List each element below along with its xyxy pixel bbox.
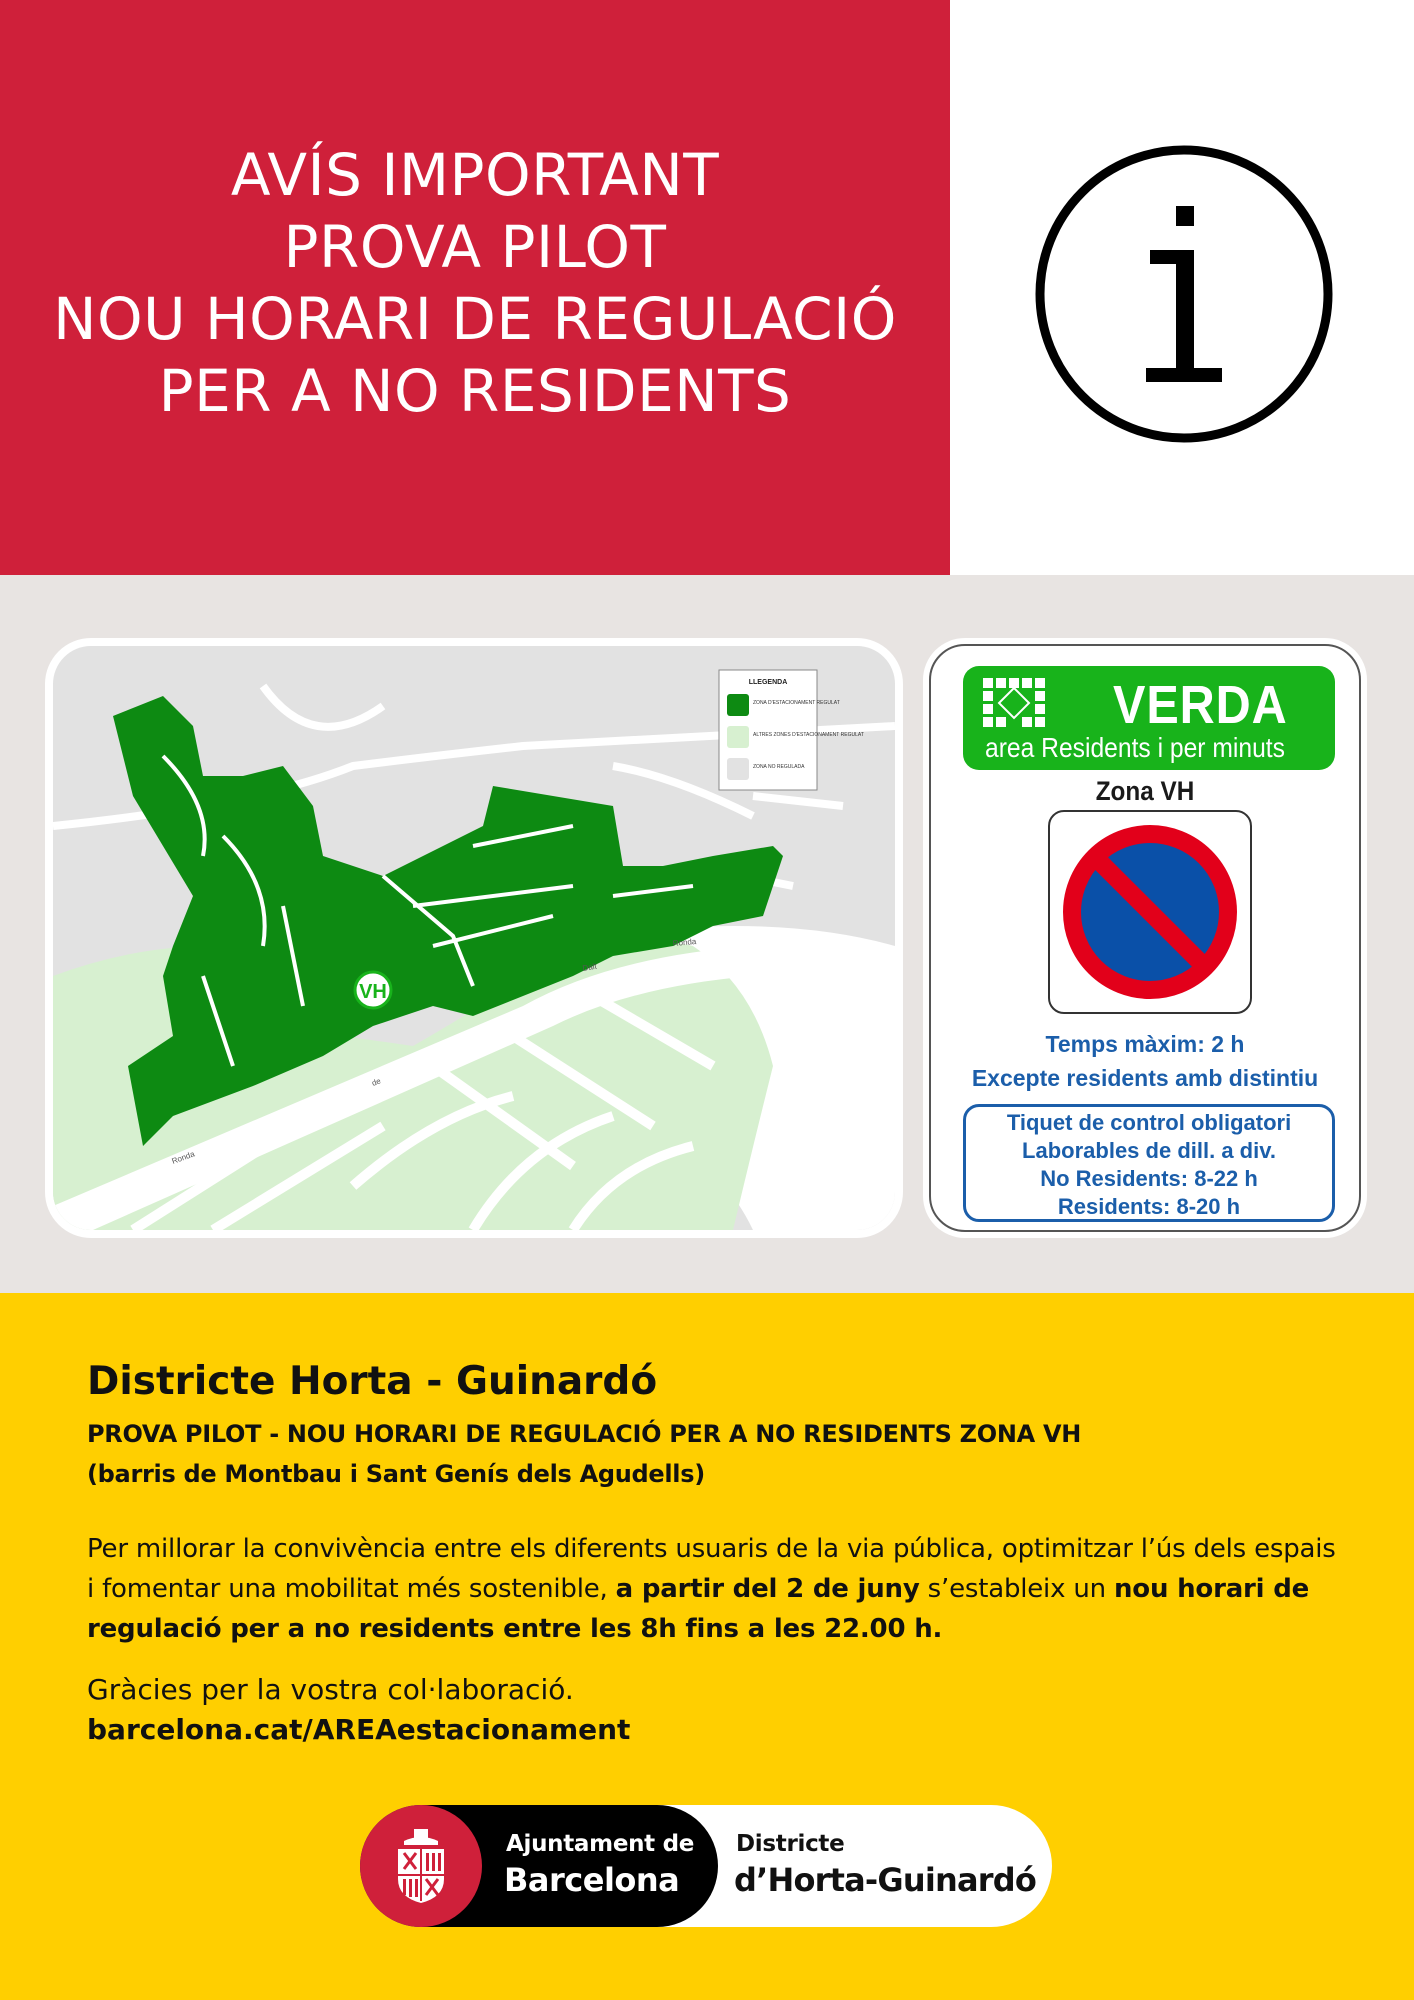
- map-street-label: Dalt: [581, 961, 598, 973]
- area-verda-logo-icon: [983, 678, 1047, 734]
- title-line-1: AVÍS IMPORTANT: [230, 140, 720, 209]
- logo-horta-guinardo-text: d’Horta-Guinardó: [734, 1861, 1037, 1899]
- thanks-text: Gràcies per la vostra col·laboració.: [87, 1673, 574, 1706]
- legend-item-regulated: ZONA D'ESTACIONAMENT REGULAT: [753, 700, 840, 706]
- header-section: [0, 0, 1414, 575]
- no-parking-sign-box: [1048, 810, 1252, 1014]
- announcement-paragraph: [87, 1529, 1347, 1649]
- legend-item-unregulated: ZONA NO REGULADA: [753, 764, 805, 770]
- neighbourhoods-subtitle: (barris de Montbau i Sant Genís dels Agudells): [87, 1460, 705, 1488]
- zone-map-graphic: [53, 646, 895, 1230]
- ticket-line-4: Residents: 8-20 h: [1057, 1194, 1241, 1219]
- zone-map: [53, 646, 895, 1230]
- map-and-sign-section: [0, 575, 1414, 1293]
- notice-title-box: [0, 0, 950, 575]
- barcelona-crest-icon: [360, 1805, 482, 1927]
- verda-title: VERDA: [1113, 675, 1288, 735]
- parking-sign: [929, 644, 1361, 1232]
- info-link[interactable]: barcelona.cat/AREAestacionament: [87, 1713, 631, 1746]
- zone-map-card: [45, 638, 903, 1238]
- no-parking-sign-icon: [1062, 824, 1238, 1000]
- ticket-info-box: [963, 1104, 1335, 1222]
- pilot-subtitle: PROVA PILOT - NOU HORARI DE REGULACIÓ PER A NO RESIDENTS ZONA VH: [87, 1420, 1082, 1448]
- ticket-line-1: Tiquet de control obligatori: [1006, 1110, 1292, 1135]
- verda-subtitle-text: Residents i per minuts: [1041, 732, 1285, 763]
- ticket-line-3: No Residents: 8-22 h: [1040, 1166, 1258, 1191]
- parking-sign-card: [923, 638, 1367, 1238]
- logo-ajuntament-text: Ajuntament de: [506, 1831, 695, 1857]
- max-time-text: Temps màxim: 2 h: [1045, 1031, 1245, 1057]
- title-line-3: NOU HORARI DE REGULACIÓ: [53, 284, 897, 353]
- logo-barcelona-text: Barcelona: [504, 1861, 680, 1899]
- map-street-label: Ronda: [170, 1149, 196, 1166]
- logo-districte-text: Districte: [736, 1831, 845, 1857]
- legend-item-other-zones: ALTRES ZONES D'ESTACIONAMENT REGULAT: [753, 732, 864, 738]
- district-title: Districte Horta - Guinardó: [87, 1359, 658, 1404]
- district-logo: [360, 1805, 1052, 1927]
- info-section: [0, 1293, 1414, 2000]
- legend-title: LLEGENDA: [748, 679, 788, 686]
- map-zone-label: VH: [359, 981, 387, 1003]
- para-text-1: Per millorar la convivència entre els diferents usuaris de la via pública, optimitzar l’ús dels espais i fomentar una mobilitat més sostenible,: [87, 1534, 1336, 1604]
- area-word: area: [985, 732, 1035, 763]
- para-text-2: s’estableix un: [919, 1574, 1114, 1604]
- crest-badge: [360, 1805, 482, 1927]
- zone-label: Zona VH: [1095, 776, 1195, 806]
- para-date: a partir del 2 de juny: [615, 1574, 920, 1604]
- verda-header: [963, 666, 1335, 770]
- info-circle-icon: [1034, 144, 1334, 444]
- map-street-label: Ronda: [672, 936, 697, 948]
- exception-text: Excepte residents amb distintiu: [971, 1065, 1319, 1091]
- para-schedule: nou horari de regulació per a no residents entre les 8h fins a les 22.00 h.: [87, 1574, 1310, 1644]
- title-line-2: PROVA PILOT: [283, 212, 667, 281]
- verda-subtitle: [985, 732, 1285, 764]
- ticket-line-2: Laborables de dill. a div.: [1022, 1138, 1276, 1163]
- title-line-4: PER A NO RESIDENTS: [158, 356, 792, 425]
- map-street-label: de: [370, 1076, 383, 1088]
